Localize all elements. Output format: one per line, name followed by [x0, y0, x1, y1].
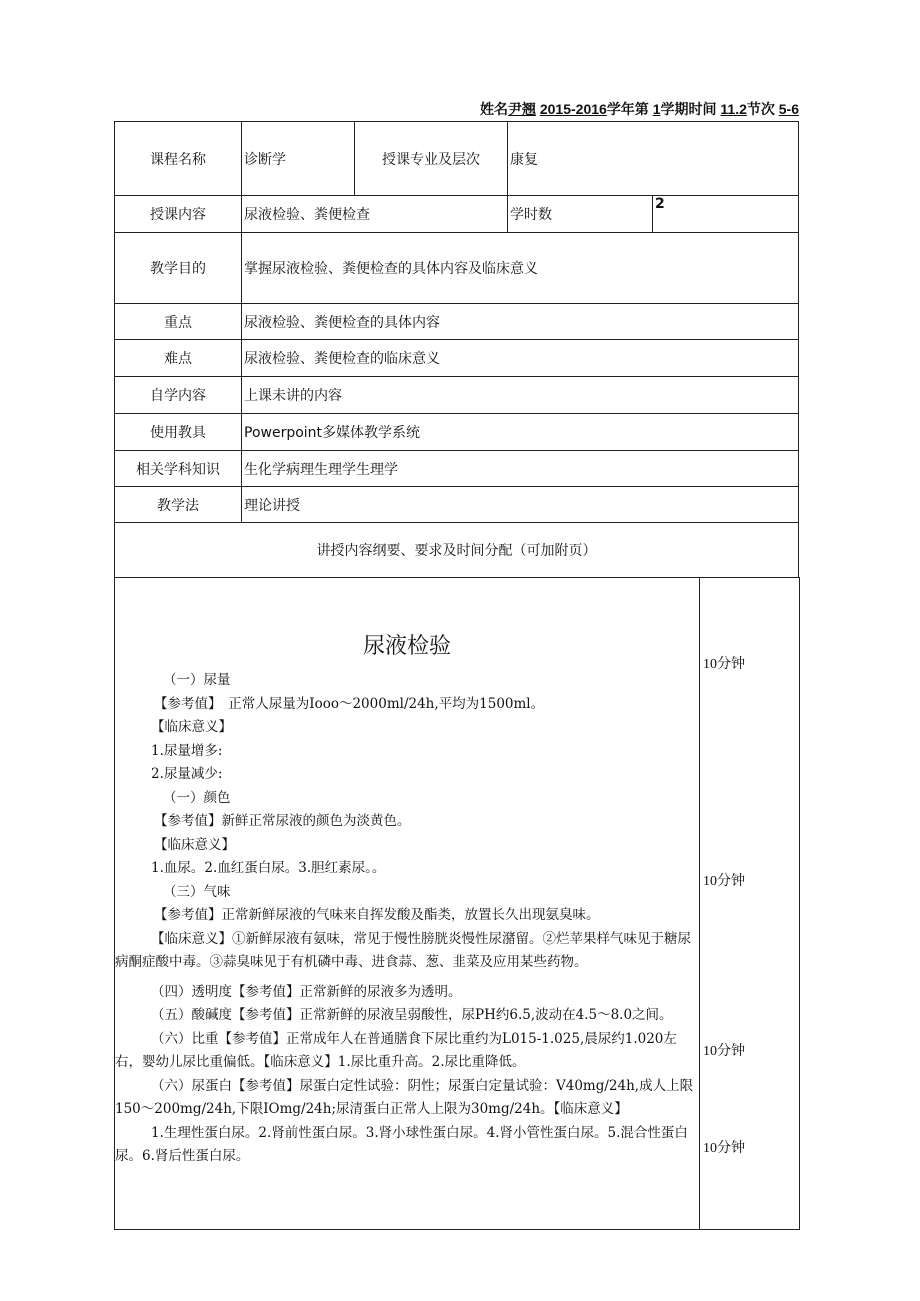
- lecture-content-box: [114, 577, 800, 1230]
- related-label: 相关学科知识: [115, 451, 242, 487]
- text-line: 【临床意义】: [151, 719, 232, 735]
- text-paragraph: （六）尿蛋白【参考值】尿蛋白定性试验：阴性；尿蛋白定量试验：V40mg/24h,成人上限150～200mg/24h,下限IOmg/24h;尿清蛋白正常人上限为30mg/24h。【临床意义】: [115, 1077, 694, 1117]
- header-prefix: 姓名: [479, 101, 508, 117]
- header-mid3: 节次: [746, 101, 775, 117]
- row-key: [115, 304, 799, 340]
- teacher-name: 尹翘: [507, 101, 536, 117]
- lesson-info-table: [114, 121, 799, 578]
- time-allocation: 10分钟: [703, 874, 745, 889]
- text-line: （一）尿量: [163, 672, 231, 688]
- school-year: 2015-2016: [539, 101, 607, 117]
- outline-header: 讲授内容纲要、要求及时间分配（可加附页）: [115, 523, 799, 578]
- related-value: 生化学病理生理学生理学: [242, 451, 799, 487]
- row-course: [115, 122, 799, 196]
- text-paragraph: （四）透明度【参考值】正常新鲜的尿液多为透明。: [151, 983, 462, 1000]
- goal-value: 掌握尿液检验、粪便检查的具体内容及临床意义: [242, 233, 799, 304]
- content-label: 授课内容: [115, 196, 242, 233]
- row-related: [115, 451, 799, 487]
- text-paragraph: 1.生理性蛋白尿。2.肾前性蛋白尿。3.肾小球性蛋白尿。4.肾小管性蛋白尿。5.混合性蛋白尿。6.肾后性蛋白尿。: [115, 1124, 688, 1164]
- self-label: 自学内容: [115, 377, 242, 414]
- major-value: 康复: [508, 122, 799, 196]
- self-value: 上课未讲的内容: [242, 377, 799, 414]
- goal-label: 教学目的: [115, 233, 242, 304]
- lecture-body: [115, 669, 699, 1169]
- text-line: 【参考值】 正常人尿量为Iooo～2000ml/24h,平均为1500ml。: [154, 695, 545, 712]
- text-line: 2.尿量减少:: [151, 766, 223, 782]
- header-mid2: 学期时间: [660, 101, 717, 117]
- row-tools: [115, 414, 799, 451]
- header-mid1: 学年第: [606, 101, 649, 117]
- time-allocation: 10分钟: [703, 1044, 745, 1059]
- time-allocation: 10分钟: [703, 657, 745, 672]
- text-paragraph: （五）酸碱度【参考值】正常新鲜的尿液呈弱酸性，尿PH约6.5,波动在4.5～8.0之间。: [151, 1007, 673, 1023]
- key-value: 尿液检验、粪便检查的具体内容: [242, 304, 799, 340]
- hard-value: 尿液检验、粪便检查的临床意义: [242, 340, 799, 377]
- text-paragraph: 【临床意义】①新鲜尿液有氨味，常见于慢性膀胱炎慢性尿潴留。②烂苹果样气味见于糖尿病酮症酸中毒。③蒜臭味见于有机磷中毒、进食蒜、葱、韭菜及应用某些药物。: [115, 930, 691, 970]
- text-line: 1.血尿。2.血红蛋白尿。3.胆红素尿。。: [151, 860, 386, 876]
- lesson-period: 5-6: [778, 101, 799, 117]
- tool-label: 使用教具: [115, 414, 242, 451]
- method-label: 教学法: [115, 487, 242, 523]
- text-line: 【参考值】正常新鲜尿液的气味来自挥发酸及酯类，放置长久出现氨臭味。: [154, 907, 600, 923]
- row-goal: [115, 233, 799, 304]
- hard-label: 难点: [115, 340, 242, 377]
- method-value: 理论讲授: [242, 487, 799, 523]
- row-content: [115, 196, 799, 233]
- content-value: 尿液检验、粪便检查: [242, 196, 508, 233]
- tool-value: Powerpoint多媒体教学系统: [242, 414, 799, 451]
- text-line: 1.尿量增多:: [151, 742, 223, 759]
- term-number: 1: [652, 101, 661, 117]
- text-line: 【参考值】新鲜正常尿液的颜色为淡黄色。: [154, 813, 411, 829]
- row-hard: [115, 340, 799, 377]
- course-label: 课程名称: [115, 122, 242, 196]
- major-label: 授课专业及层次: [355, 122, 508, 196]
- hours-value: 2: [653, 196, 799, 233]
- hours-label: 学时数: [508, 196, 653, 233]
- time-column-divider: [699, 577, 700, 1229]
- lesson-date: 11.2: [720, 101, 747, 117]
- key-label: 重点: [115, 304, 242, 340]
- row-self-study: [115, 377, 799, 414]
- section-title: 尿液检验: [362, 634, 451, 659]
- row-outline-header: [115, 523, 799, 578]
- text-line: （一）颜色: [163, 789, 231, 806]
- text-paragraph: （六）比重【参考值】正常成年人在普通膳食下尿比重约为L015-1.025,晨尿约1.020左右，婴幼儿尿比重偏低。【临床意义】1.尿比重升高。2.尿比重降低。: [115, 1030, 677, 1070]
- course-value: 诊断学: [242, 122, 355, 196]
- text-line: （三）气味: [163, 883, 231, 900]
- header-line: [480, 99, 799, 119]
- time-allocation: 10分钟: [703, 1141, 745, 1156]
- row-method: [115, 487, 799, 523]
- text-line: 【临床意义】: [154, 836, 235, 853]
